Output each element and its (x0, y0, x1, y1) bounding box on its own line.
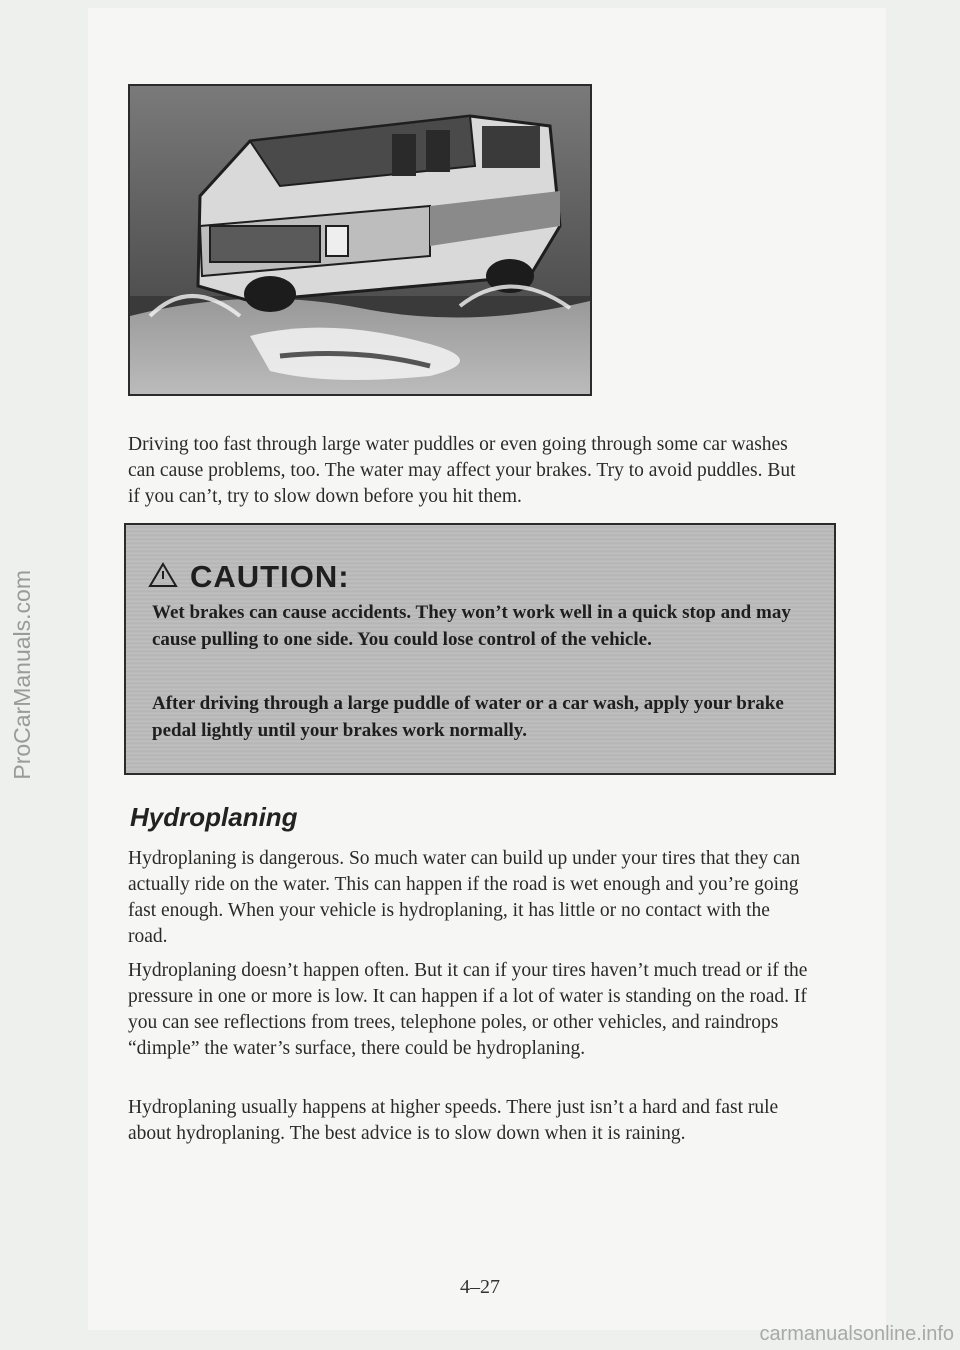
section-heading: Hydroplaning (130, 802, 298, 832)
caution-header (148, 559, 350, 595)
body-paragraph: Hydroplaning usually happens at higher speeds. There just isn’t a hard and fast rule about hydroplaning. The best advice is to slow down when it is raining. (128, 1097, 779, 1144)
warning-triangle-icon (148, 562, 178, 593)
intro-paragraph: Driving too fast through large water puddles or even going through some car washes can cause problems, too. The water may affect your brakes. Try to avoid puddles. But if you can’t, try to slow down before you hit them. (128, 434, 796, 507)
body-paragraph: Hydroplaning is dangerous. So much water can build up under your tires that they can actually ride on the water. This can happen if the road is wet enough and you’re going fast enough. When your vehicle is hydroplaning, it has little or no contact with the road. (128, 848, 801, 947)
caution-box (124, 523, 836, 775)
side-watermark: ProCarManuals.com (9, 570, 35, 780)
caution-paragraph: Wet brakes can cause accidents. They won’t work well in a quick stop and may cause pulling to one side. You could lose control of the vehicle. (152, 602, 791, 650)
body-paragraph: Hydroplaning doesn’t happen often. But it can if your tires haven’t much tread or if the pressure in one or more is low. It can happen if a lot of water is standing on the road. If you can see reflections from trees, telephone poles, or other vehicles, and raindrops “dimple” the water’s surface, there could be hydroplaning. (128, 960, 808, 1059)
van-illustration (128, 84, 592, 396)
caution-title: CAUTION: (190, 559, 350, 594)
bottom-watermark: carmanualsonline.info (759, 1323, 954, 1345)
page-number: 4–27 (460, 1276, 500, 1298)
caution-paragraph: After driving through a large puddle of water or a car wash, apply your brake pedal lightly until your brakes work normally. (152, 693, 784, 741)
